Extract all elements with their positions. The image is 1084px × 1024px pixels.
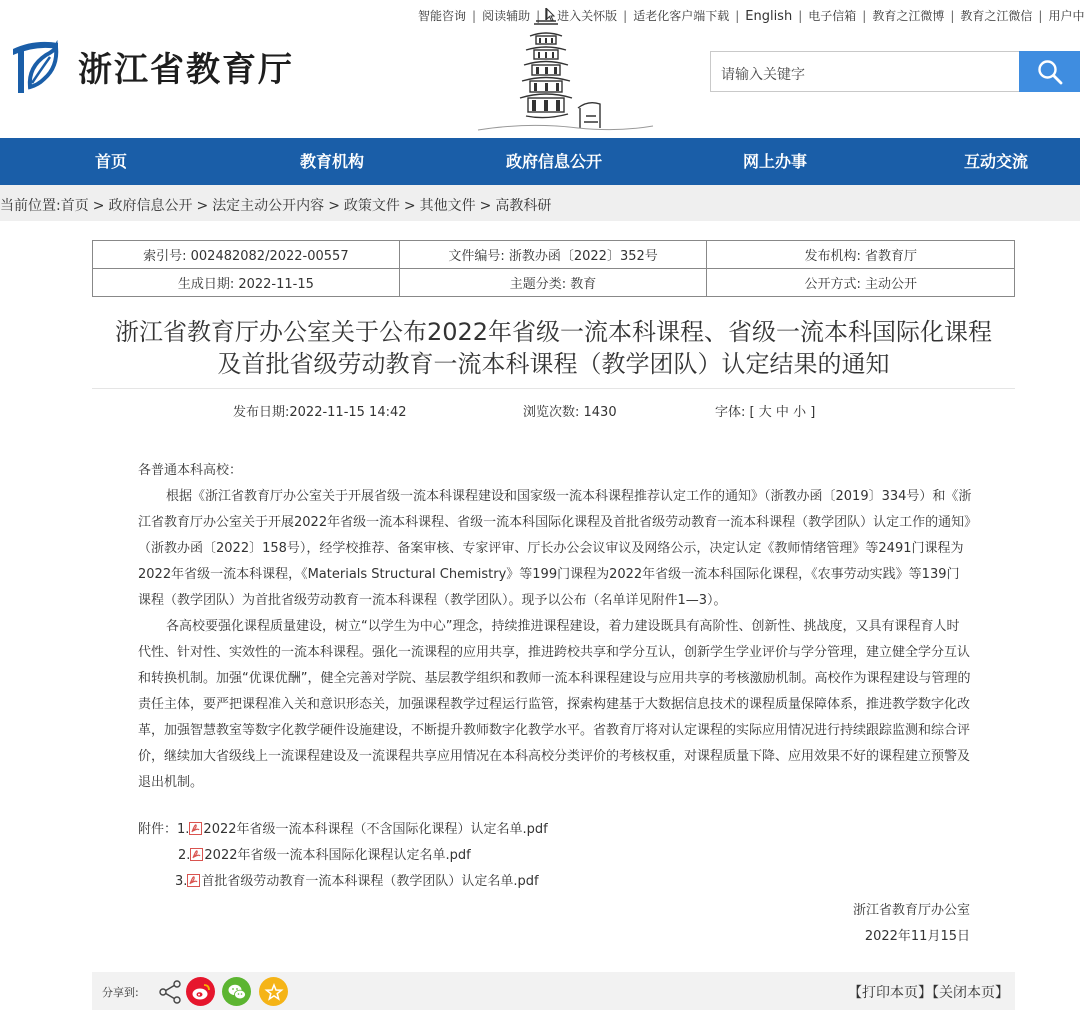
font-size-large-button[interactable]: 大 (758, 405, 772, 420)
divider: | (623, 9, 628, 23)
publish-time: 发布日期:2022-11-15 14:42 (233, 405, 407, 420)
table-row (93, 241, 1015, 269)
top-link-wechat[interactable]: 教育之江微信 (960, 9, 1033, 23)
paragraph: 根据《浙江省教育厅办公室关于开展省级一流本科课程建设和国家级一流本科课程推荐认定工作的通知》（浙教办函〔2019〕334号）和《浙江省教育厅办公室关于开展2022年省级一流本科课程、省级一流本科国际化课程及首批省级劳动教育一流本科课程（教学团队）认定工作的通知》（浙教办函〔2022〕158号），经学校推荐、备案审核、专家评审、厅长办公会议审议及网络公示，决定认定《教师情绪管理》等2491门课程为2022年省级一流本科课程，《Materials Structural Chemistry》等199门课程为2022年省级一流本科国际化课程，《农事劳动实践》等139门课程（教学团队）为首批省级劳动教育一流本科课程（教学团队）。现予以公布（名单详见附件1—3）。 (138, 489, 972, 608)
meta-doc-no: 文件编号: 浙教办函〔2022〕352号 (399, 241, 707, 269)
attachment-line (178, 843, 471, 869)
top-link-user-center[interactable]: 用户中 (1048, 9, 1084, 23)
attachment-name: 2022年省级一流本科课程（不含国际化课程）认定名单.pdf (203, 822, 548, 837)
top-link-weibo[interactable]: 教育之江微博 (872, 9, 945, 23)
meta-disclosure: 公开方式: 主动公开 (707, 269, 1015, 297)
print-page-button[interactable]: 【打印本页】 (848, 985, 932, 1001)
nav-item-online-services[interactable]: 网上办事 (743, 152, 808, 171)
close-page-button[interactable]: 【关闭本页】 (932, 985, 1009, 1001)
salutation: 各普通本科高校： (138, 463, 243, 478)
font-size-label: 字体: (715, 405, 746, 420)
pagoda-illustration (468, 4, 658, 134)
attachment-name: 2022年省级一流本科国际化课程认定名单.pdf (204, 848, 471, 863)
view-count: 浏览次数: 1430 (523, 405, 617, 420)
search-icon (1037, 59, 1063, 85)
divider: | (472, 9, 477, 23)
article-title-line: 及首批省级劳动教育一流本科课程（教学团队）认定结果的通知 (217, 350, 890, 378)
breadcrumb-separator: > (92, 198, 105, 214)
bracket: [ (749, 405, 755, 420)
article-title (92, 316, 1015, 380)
breadcrumb-bar (0, 185, 1080, 221)
meta-index-no: 索引号: 002482082/2022-00557 (93, 241, 400, 269)
pdf-icon (190, 848, 203, 861)
top-link-english[interactable]: English (745, 9, 793, 24)
attachment-name: 首批省级劳动教育一流本科课程（教学团队）认定名单.pdf (201, 874, 539, 889)
favorite-icon[interactable] (259, 977, 288, 1006)
bracket: ] (810, 405, 816, 420)
document-meta-table (92, 240, 1015, 297)
breadcrumb-prefix: 当前位置: (0, 198, 61, 214)
share-label: 分享到: (102, 986, 139, 999)
article-body (138, 458, 972, 796)
breadcrumb-item[interactable]: 法定主动公开内容 (212, 198, 325, 214)
search-input[interactable] (710, 51, 1020, 92)
divider: | (798, 9, 803, 23)
attachment-link[interactable] (189, 822, 547, 837)
share-bar (92, 972, 1015, 1010)
attachment-number: 1. (177, 822, 190, 837)
breadcrumb-item[interactable]: 其他文件 (419, 198, 476, 214)
divider: | (1038, 9, 1043, 23)
attachment-line (138, 817, 548, 843)
nav-item-interaction[interactable]: 互动交流 (964, 152, 1029, 171)
breadcrumb-item[interactable]: 首页 (60, 198, 89, 214)
pdf-icon (187, 874, 200, 887)
nav-item-home[interactable]: 首页 (95, 152, 128, 171)
breadcrumb-separator: > (196, 198, 209, 214)
divider: | (536, 9, 541, 23)
pdf-icon (189, 822, 202, 835)
font-size-control (715, 401, 815, 420)
breadcrumb-item[interactable]: 政府信息公开 (108, 198, 193, 214)
wechat-icon[interactable] (222, 977, 251, 1006)
breadcrumb-separator: > (403, 198, 416, 214)
paragraph: 各高校要强化课程质量建设，树立“以学生为中心”理念，持续推进课程建设，着力建设既具有高阶性、创新性、挑战度，又具有课程育人时代性、针对性、实效性的一流本科课程。强化一流课程的应用共享，推进跨校共享和学分互认，创新学生学业评价与学分管理，建立健全学分互认和转换机制。加强“优课优酬”，健全完善对学院、基层教学组织和教师一流本科课程建设与应用共享的考核激励机制。高校作为课程建设与管理的责任主体，要严把课程准入关和意识形态关，加强课程教学过程运行监管，探索构建基于大数据信息技术的课程质量保障体系，推进教学数字化改革，加强智慧教室等数字化教学硬件设施建设，不断提升教师数字化教学水平。省教育厅将对认定课程的实际应用情况进行持续跟踪监测和综合评价，继续加大省级线上一流课程建设及一流课程共享应用情况在本科高校分类评价的考核权重，对课程质量下降、应用效果不好的课程建立预警及退出机制。 (138, 619, 971, 790)
meta-date: 生成日期: 2022-11-15 (93, 269, 400, 297)
divider: | (950, 9, 955, 23)
attachment-link[interactable] (190, 848, 470, 863)
sign-date: 2022年11月15日 (864, 929, 970, 944)
main-nav (0, 138, 1080, 185)
top-link-email[interactable]: 电子信箱 (808, 9, 857, 23)
top-link-elderly-app[interactable]: 适老化客户端下载 (633, 9, 730, 23)
attachment-number: 2. (178, 848, 191, 863)
share-icon[interactable] (155, 977, 184, 1006)
top-link-smart-consult[interactable]: 智能咨询 (418, 9, 467, 23)
attachment-link[interactable] (187, 874, 538, 889)
top-link-care-mode-label: 进入关怀版 (557, 9, 618, 23)
search-button[interactable] (1019, 51, 1080, 92)
site-name[interactable]: 浙江省教育厅 (78, 52, 294, 89)
site-logo-icon[interactable] (10, 37, 62, 97)
top-link-reading-aid[interactable]: 阅读辅助 (482, 9, 531, 23)
meta-category: 主题分类: 教育 (399, 269, 707, 297)
attachment-number: 3. (175, 874, 188, 889)
divider: | (735, 9, 740, 23)
weibo-icon[interactable] (186, 977, 215, 1006)
table-row (93, 269, 1015, 297)
breadcrumb-item[interactable]: 政策文件 (343, 198, 400, 214)
search-input-placeholder: 请输入关键字 (721, 67, 805, 83)
breadcrumb-separator: > (479, 198, 492, 214)
breadcrumb-separator: > (328, 198, 340, 214)
nav-item-gov-info[interactable]: 政府信息公开 (506, 152, 603, 171)
meta-publisher: 发布机构: 省教育厅 (707, 241, 1015, 269)
attachments-label: 附件： (138, 822, 178, 837)
article-title-line: 浙江省教育厅办公室关于公布2022年省级一流本科课程、省级一流本科国际化课程 (114, 318, 993, 346)
attachment-line (175, 869, 539, 895)
signature: 浙江省教育厅办公室 (852, 903, 970, 918)
divider: | (862, 9, 867, 23)
divider (92, 388, 1015, 389)
font-size-medium-button[interactable]: 中 (775, 405, 789, 420)
font-size-small-button[interactable]: 小 (793, 405, 807, 420)
nav-item-institutions[interactable]: 教育机构 (300, 152, 365, 171)
breadcrumb (0, 195, 551, 215)
page-tools (848, 982, 1009, 1002)
breadcrumb-item[interactable]: 高教科研 (495, 198, 552, 214)
